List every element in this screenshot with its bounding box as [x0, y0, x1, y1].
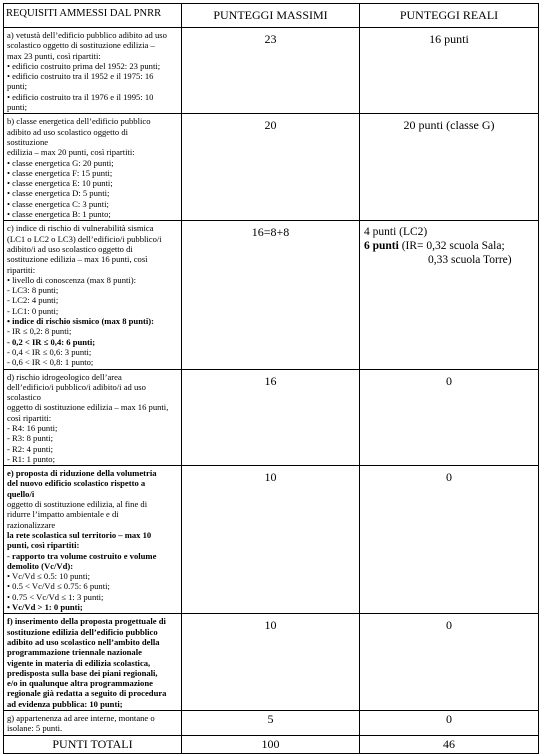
header-row [4, 4, 539, 28]
requirement-cell [4, 614, 182, 711]
requirement-line: oggetto di sostituzione edilizia, al fine di [7, 499, 148, 510]
requirement-line: - R2: 4 punti; [7, 443, 54, 454]
requirement-line: c) indice di rischio di vulnerabilità sismica [7, 223, 154, 234]
requirement-line: ridurre l’impatto ambientale e di [7, 509, 119, 520]
real-points-cell [360, 221, 539, 369]
requirement-cell [4, 466, 182, 614]
real-points-bold: 6 punti [364, 240, 399, 253]
requirement-line: regionale già redatta a seguito di procedura [7, 688, 167, 699]
requirement-line: dell’edificio/i pubblico/i adibito/i ad uso [7, 381, 146, 392]
requirement-line: • livello di conoscenza (max 8 punti): [7, 274, 137, 285]
table-row [4, 369, 539, 466]
requirement-line: • classe energetica E: 10 punti; [7, 178, 113, 189]
max-points-cell: 5 [182, 711, 360, 736]
requirement-line: oggetto di sostituzione edilizia – max 16 punti, [7, 402, 169, 413]
header-requirements: REQUISITI AMMESSI DAL PNRR [4, 4, 182, 28]
requirement-line: adibito/i ad uso scolastico oggetto di [7, 243, 133, 254]
requirement-line: - rapporto tra volume costruito e volume [7, 550, 157, 561]
requirement-line: sostituzione [7, 136, 49, 147]
requirement-line: adibito ad uso scolastico oggetto di [7, 126, 129, 137]
requirement-line: scolastico oggetto di sostituzione edilizia – [7, 40, 155, 51]
max-points-cell: 16 [182, 369, 360, 466]
requirement-line: sostituzione edilizia – max 16 punti, così [7, 254, 148, 265]
requirement-line: d) rischio idrogeologico dell’area [7, 371, 122, 382]
requirement-line: - LC1: 0 punti; [7, 305, 59, 316]
requirement-line: scolastico [7, 392, 41, 403]
requirement-line: sostituzione edilizia dell’edificio pubblico [7, 626, 158, 637]
requirement-line: • 0.75 < Vc/Vd ≤ 1: 3 punti; [7, 591, 104, 602]
requirement-line: del nuovo edificio scolastico rispetto a [7, 478, 146, 489]
real-points-cell: 0 [360, 614, 539, 711]
requirement-line: punti; [7, 102, 28, 113]
real-points-cell: 0 [360, 466, 539, 614]
requirement-line: isolane: 5 punti. [7, 723, 63, 734]
requirement-line: max 23 punti, così ripartiti: [7, 50, 101, 61]
scoring-table [3, 3, 539, 754]
requirement-line: g) appartenenza ad aree interne, montane o [7, 713, 155, 723]
real-points-line [364, 239, 534, 253]
requirement-line: la rete scolastica sul territorio – max 10 [7, 529, 152, 540]
table-row [4, 466, 539, 614]
totals-max: 100 [182, 735, 360, 753]
requirement-line: demolito (Vc/Vd): [7, 560, 74, 571]
table-row [4, 114, 539, 221]
requirement-line: punti, così ripartiti: [7, 540, 80, 551]
real-points-rest: (IR= 0,32 scuola Sala; [398, 240, 505, 253]
requirement-line: • classe energetica C: 3 punti; [7, 198, 109, 209]
requirement-line: • Vc/Vd ≤ 0.5: 10 punti; [7, 571, 91, 582]
totals-real: 46 [360, 735, 539, 753]
requirement-line: - R1: 1 punto; [7, 453, 55, 464]
requirement-line: e/o in qualunque altra programmazione [7, 678, 153, 689]
requirement-line: - LC3: 8 punti; [7, 285, 59, 296]
table-row [4, 711, 539, 736]
requirement-line: a) vetustà dell’edificio pubblico adibito ad uso [7, 30, 167, 40]
requirement-line: • 0.5 < Vc/Vd ≤ 0.75: 6 punti; [7, 581, 110, 592]
requirement-line: e) proposta di riduzione della volumetria [7, 468, 157, 479]
requirement-line: quello/i [7, 488, 35, 499]
header-max-points: PUNTEGGI MASSIMI [182, 4, 360, 28]
max-points-cell: 10 [182, 466, 360, 614]
table-row [4, 28, 539, 114]
real-points-line: 4 punti (LC2) [364, 226, 428, 239]
requirement-line: f) inserimento della proposta progettuale di [7, 616, 166, 627]
max-points-cell: 23 [182, 28, 360, 114]
requirement-line: • classe energetica D: 5 punti; [7, 188, 110, 199]
requirement-cell [4, 114, 182, 221]
max-points-cell: 20 [182, 114, 360, 221]
requirement-line: edilizia – max 20 punti, così ripartiti: [7, 147, 135, 158]
requirement-line: - LC2: 4 punti; [7, 295, 59, 306]
real-points-line: 0,33 scuola Torre) [428, 254, 512, 267]
requirement-line: • edificio costruito prima del 1952: 23 punti; [7, 60, 161, 71]
requirement-line: programmazione triennale nazionale [7, 647, 142, 658]
requirement-line: • classe energetica G: 20 punti; [7, 157, 114, 168]
real-points-cell: 20 punti (classe G) [360, 114, 539, 221]
max-points-cell: 16=8+8 [182, 221, 360, 369]
requirement-line: adibito ad uso scolastico nell’ambito della [7, 636, 160, 647]
totals-label: PUNTI TOTALI [4, 735, 182, 753]
requirement-line: razionalizzare [7, 519, 56, 530]
table-row [4, 221, 539, 369]
totals-row [4, 735, 539, 753]
requirement-line: - 0,2 < IR ≤ 0,4: 6 punti; [7, 336, 96, 347]
requirement-line: - 0,6 < IR < 0,8: 1 punto; [7, 357, 94, 368]
requirement-line: - IR ≤ 0,2: 8 punti; [7, 326, 72, 337]
requirement-line: predisposta sulla base dei piani regionali, [7, 667, 158, 678]
requirement-line: • Vc/Vd > 1: 0 punti; [7, 602, 83, 613]
requirement-line: • classe energetica B: 1 punto; [7, 209, 111, 220]
requirement-line: - R3: 8 punti; [7, 433, 54, 444]
table-row [4, 614, 539, 711]
requirement-line: ripartiti: [7, 264, 36, 275]
requirement-line: • edificio costruito tra il 1952 e il 1975: 16 [7, 71, 154, 82]
max-points-cell: 10 [182, 614, 360, 711]
requirement-line: b) classe energetica dell’edificio pubblico [7, 116, 151, 127]
requirement-cell [4, 28, 182, 114]
requirement-line: così ripartiti: [7, 412, 52, 423]
real-points-cell: 16 punti [360, 28, 539, 114]
requirement-line: • classe energetica F: 15 punti; [7, 167, 113, 178]
requirement-cell [4, 369, 182, 466]
real-points-cell: 0 [360, 369, 539, 466]
requirement-cell [4, 711, 182, 736]
requirement-line: - 0,4 < IR ≤ 0,6: 3 punti; [7, 346, 92, 357]
requirement-cell [4, 221, 182, 369]
real-points-cell: 0 [360, 711, 539, 736]
requirement-line: - R4: 16 punti; [7, 422, 58, 433]
requirement-line: (LC1 o LC2 o LC3) dell’edificio/i pubblico/i [7, 233, 162, 244]
requirement-line: vigente in materia di edilizia scolastica, [7, 657, 151, 668]
requirement-line: ad evidenza pubblica: 10 punti; [7, 698, 123, 709]
requirement-line: • edificio costruito tra il 1976 e il 1995: 10 [7, 91, 154, 102]
requirement-line: punti; [7, 81, 28, 92]
requirement-line: • indice di rischio sismico (max 8 punti): [7, 316, 154, 327]
header-real-points: PUNTEGGI REALI [360, 4, 539, 28]
